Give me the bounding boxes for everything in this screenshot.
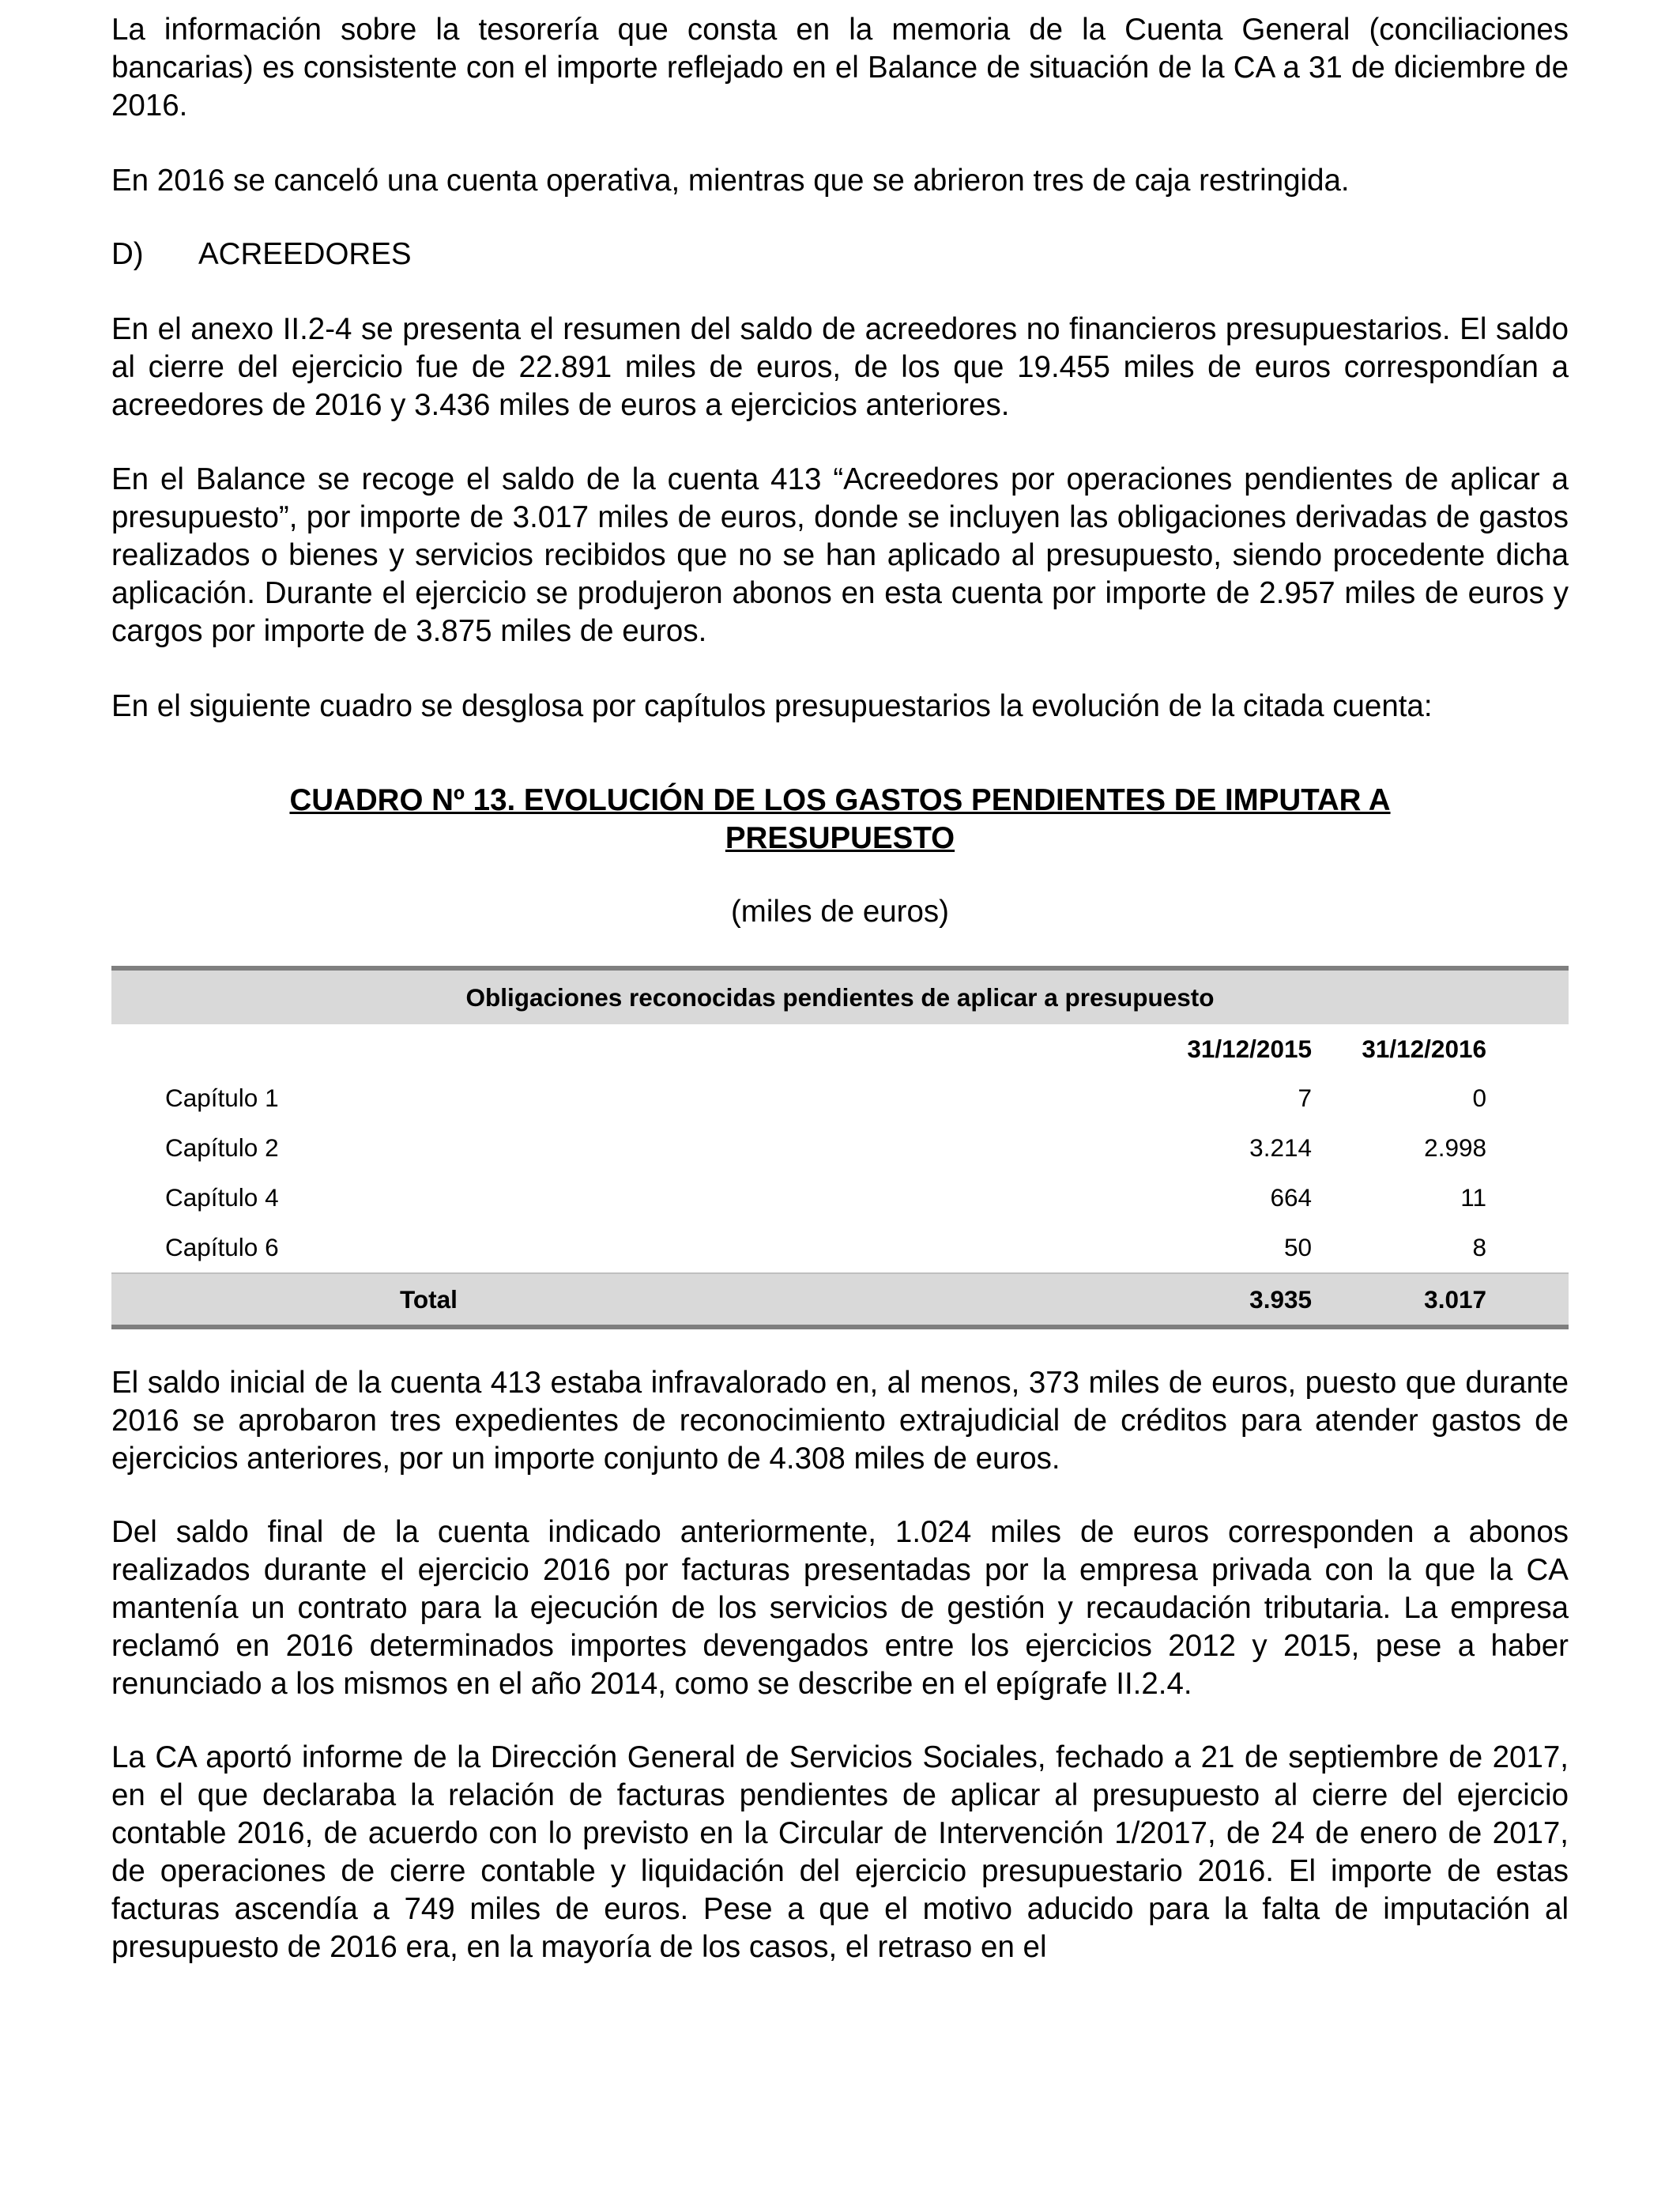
row-value-2016: 0 (1472, 1084, 1486, 1112)
section-letter: D) (111, 237, 144, 271)
header-2016: 31/12/2016 (1362, 1034, 1486, 1063)
table-row (111, 1073, 1569, 1123)
section-title: ACREEDORES (198, 237, 412, 271)
gastos-pendientes-table (111, 966, 1569, 1329)
section-heading (111, 236, 412, 273)
paragraph-cuadro-intro: En el siguiente cuadro se desglosa por capítulos presupuestarios la evolución de la citada cuenta: (111, 689, 1433, 723)
paragraph-balance: En el Balance se recoge el saldo de la cuenta 413 “Acreedores por operaciones pendientes de aplicar a presupuesto”, por importe de 3.017 miles de euros, donde se incluyen las obligaciones derivadas de gastos realizados o bienes y servicios recibidos que no se han aplicado al presupuesto, siendo procedente dicha aplicación. Durante el ejercicio se produjeron abonos en esta cuenta por importe de 2.957 miles de euros y cargos por importe de 3.875 miles de euros. (111, 462, 1569, 648)
row-label: Capítulo 2 (165, 1133, 279, 1162)
paragraph-informe-dgss: La CA aportó informe de la Dirección General de Servicios Sociales, fechado a 21 de septiembre de 2017, en el que declaraba la relación de facturas pendientes de aplicar al presupuesto al cierre del ejercicio contable 2016, de acuerdo con lo previsto en la Circular de Intervención 1/2017, de 24 de enero de 2017, de operaciones de cierre contable y liquidación del ejercicio presupuestario 2016. El importe de estas facturas ascendía a 749 miles de euros. Pese a que el motivo aducido para la falta de imputación al presupuesto de 2016 era, en la mayoría de los casos, el retraso en el (111, 1740, 1569, 1964)
row-value-2016: 11 (1460, 1183, 1486, 1212)
table-units: (miles de euros) (730, 895, 949, 929)
table-row (111, 1173, 1569, 1223)
row-value-2015: 664 (1270, 1183, 1312, 1212)
header-2015: 31/12/2015 (1187, 1034, 1312, 1063)
table-title-row (111, 968, 1569, 1024)
total-value-2015: 3.935 (1000, 1273, 1312, 1327)
paragraph-saldo-final: Del saldo final de la cuenta indicado anteriormente, 1.024 miles de euros corresponden a abonos realizados durante el ejercicio 2016 por facturas presentadas por la empresa privada con la que la CA mantenía un contrato para la ejecución de los servicios de gestión y recaudación tributaria. La empresa reclamó en 2016 determinados importes devengados entre los ejercicios 2012 y 2015, pese a haber renunciado a los mismos en el año 2014, como se describe en el epígrafe II.2.4. (111, 1515, 1569, 1701)
table-row (111, 1123, 1569, 1173)
table-caption-line2: PRESUPUESTO (725, 821, 955, 855)
paragraph-saldo-inicial: El saldo inicial de la cuenta 413 estaba infravalorado en, al menos, 373 miles de euros, puesto que durante 2016 se aprobaron tres expedientes de reconocimiento extrajudicial de créditos para atender gastos de ejercicios anteriores, por un importe conjunto de 4.308 miles de euros. (111, 1366, 1569, 1476)
row-label: Capítulo 4 (165, 1183, 279, 1212)
table-row (111, 1223, 1569, 1273)
row-value-2015: 50 (1283, 1233, 1312, 1261)
paragraph-cuenta-cancelada: En 2016 se canceló una cuenta operativa, mientras que se abrieron tres de caja restringida. (111, 164, 1350, 198)
total-value-2016: 3.017 (1312, 1273, 1569, 1327)
table-caption (111, 782, 1569, 858)
row-label: Capítulo 6 (165, 1233, 279, 1261)
table-header-row (111, 1024, 1569, 1073)
row-value-2016: 2.998 (1424, 1133, 1486, 1162)
paragraph-anexo: En el anexo II.2-4 se presenta el resumen del saldo de acreedores no financieros presupuestarios. El saldo al cierre del ejercicio fue de 22.891 miles de euros, de los que 19.455 miles de euros correspondían a acreedores de 2016 y 3.436 miles de euros a ejercicios anteriores. (111, 312, 1569, 422)
table-title: Obligaciones reconocidas pendientes de aplicar a presupuesto (111, 968, 1569, 1024)
paragraph-tesoreria: La información sobre la tesorería que consta en la memoria de la Cuenta General (conciliaciones bancarias) es consistente con el importe reflejado en el Balance de situación de la CA a 31 de diciembre de 2016. (111, 13, 1569, 123)
total-label: Total (111, 1273, 1000, 1327)
row-value-2016: 8 (1472, 1233, 1486, 1261)
row-value-2015: 3.214 (1249, 1133, 1312, 1162)
row-label: Capítulo 1 (165, 1084, 279, 1112)
table-total-row (111, 1273, 1569, 1327)
table-caption-line1: CUADRO Nº 13. EVOLUCIÓN DE LOS GASTOS PENDIENTES DE IMPUTAR A (289, 783, 1391, 817)
row-value-2015: 7 (1298, 1084, 1312, 1112)
